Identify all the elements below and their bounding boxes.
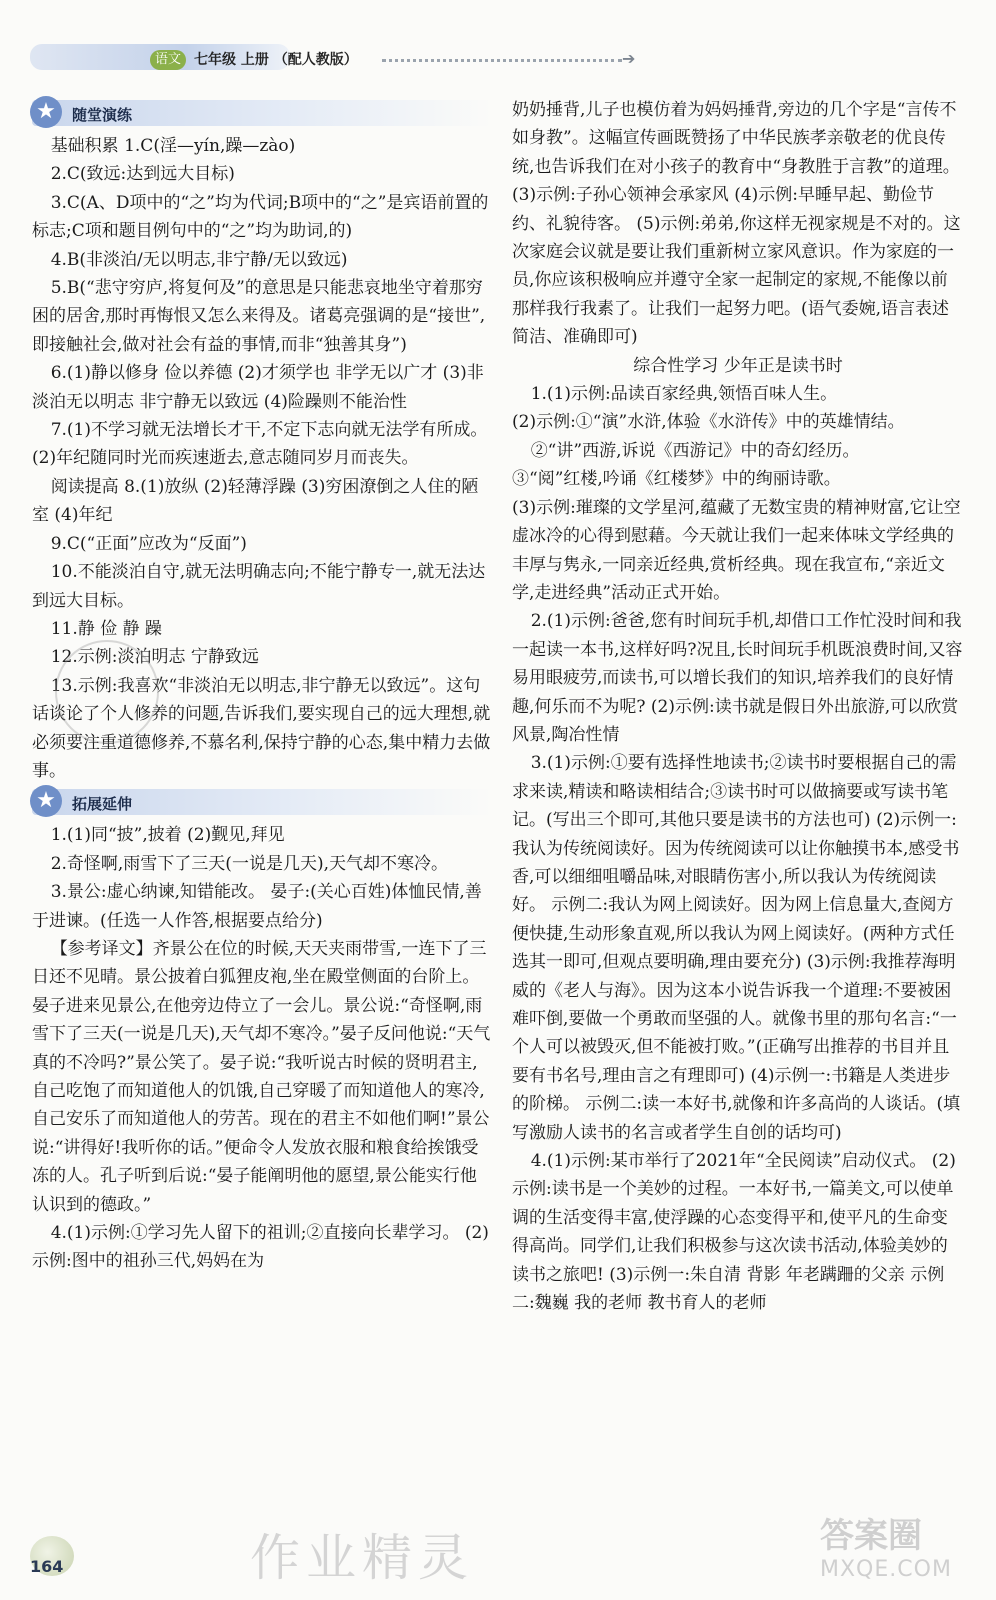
star-icon: ★ [30,96,62,128]
watermark-url: MXQE.COM [820,1557,952,1582]
answer-paragraph: 13.示例:我喜欢“非淡泊无以明志,非宁静无以致远”。这句话谈论了个人修养的问题,告诉我们,要实现自己的远大理想,就必须要注重道德修养,不慕名利,保持宁静的心态,集中精力去做事。 [32,675,491,781]
watermark-logo [820,1508,970,1592]
section-header-extension [32,789,492,815]
subject-badge: 语文 [150,50,186,70]
star-icon: ★ [30,785,62,817]
page-number-text: 164 [30,1557,64,1576]
answer-paragraph: 7.(1)不学习就无法增长才干,不定下志向就无法学有所成。 (2)年纪随同时光而疾速逝去,意志随同岁月而丧失。 [32,420,488,469]
header-dotted-line [382,59,622,62]
watermark-logo-text: 答案圈 [820,1516,922,1556]
right-column [512,96,964,1317]
answer-paragraph: 3.(1)示例:①要有选择性地读书;②读书时要根据自己的需求来读,精读和略读相结合;③读书时可以做摘要或写读书笔记。(写出三个即可,其他只要是读书的方法也可) (2)示例一:我认为传统阅读好。因为传统阅读可以让你触摸书本,感受书香,可以细细咀嚼品味,对眼睛伤害小,所以我认为传统阅读好。 示例二:我认为网上阅读好。因为网上信息量大,查阅方便快捷,生动形象直观,所以我认为网上阅读好。(两种方式任选其一即可,但观点要明确,理由要充分) (3)示例:我推荐海明威的《老人与海》。因为这本小说告诉我一个道理:不要被困难吓倒,要做一个勇敢而坚强的人。就像书里的那句名言:“一个人可以被毁灭,但不能被打败。”(正确写出推荐的书目并且要有书名号,理由言之有理即可) (4)示例一:书籍是人类进步的阶梯。 示例二:读一本好书,就像和许多高尚的人谈话。(填写激励人读书的名言或者学生自创的话均可) [512,753,961,1143]
answer-paragraph: 1.(1)示例:品读百家经典,领悟百味人生。 [530,384,838,405]
answer-paragraph: 3.景公:虚心纳谏,知错能改。 晏子:(关心百姓)体恤民情,善于进谏。(任选一人作答,根据要点给分) [32,882,482,931]
answer-paragraph: 2.奇怪啊,雨雪下了三天(一说是几天),天气却不寒冷。 [50,853,448,874]
section-heading: 综合性学习 少年正是读书时 [633,355,843,376]
answer-paragraph: 5.B(“悲守穷庐,将复何及”的意思是只能悲哀地坐守着那穷困的居舍,那时再悔恨又怎么来得及。诸葛亮强调的是“接世”,即接触社会,做对社会有益的事情,而非“独善其身”) [32,278,486,355]
page-number [30,1542,80,1576]
section-label: 随堂演练 [72,106,133,124]
answer-paragraph: 2.(1)示例:爸爸,您有时间玩手机,却借口工作忙没时间和我一起读一本书,这样好吗?况且,长时间玩手机既浪费时间,又容易用眼疲劳,而读书,可以增长我们的知识,培养我们的良好情趣,何乐而不为呢? (2)示例:读书就是假日外出旅游,可以欣赏风景,陶冶性情 [512,611,963,745]
answer-paragraph: 4.(1)示例:①学习先人留下的祖训;②直接向长辈学习。 (2)示例:图中的祖孙三代,妈妈在为 [32,1223,489,1272]
answer-paragraph: 阅读提高 8.(1)放纵 (2)轻薄浮躁 (3)穷困潦倒之人住的陋室 (4)年纪 [32,476,479,526]
answer-paragraph: 2.C(致远:达到远大目标) [50,164,235,185]
book-title: 七年级 上册 （配人教版） [194,52,358,68]
answer-paragraph: 1.(1)同“披”,披着 (2)觐见,拜见 [50,825,285,846]
answer-paragraph: (3)示例:璀璨的文学星河,蕴藏了无数宝贵的精神财富,它让空虚冰冷的心得到慰藉。今天就让我们一起来体味文学经典的丰厚与隽永,一同亲近经典,赏析经典。现在我宣布,“亲近文学,走进经典”活动正式开始。 [512,497,961,603]
answer-paragraph: 奶奶捶背,儿子也模仿着为妈妈捶背,旁边的几个字是“言传不如身教”。这幅宣传画既赞扬了中华民族孝亲敬老的优良传统,也告诉我们在对小孩子的教育中“身教胜于言教”的道理。 (3)示例:子孙心领神会承家风 (4)示例:早睡早起、勤俭节约、礼貌待客。 (5)示例:弟弟,你这样无视家规是不对的。这次家庭会议就是要让我们重新树立家风意识。作为家庭的一员,你应该积极响应并遵守全家一起制定的家规,不能像以前那样我行我素了。让我们一起努力吧。(语气委婉,语言表述简洁、准确即可) [512,100,961,348]
answer-paragraph: 6.(1)静以修身 俭以养德 (2)才须学也 非学无以广才 (3)非淡泊无以明志 非宁静无以致远 (4)险躁则不能治性 [32,363,484,412]
arrow-right-icon: ➔ [622,49,636,68]
answer-paragraph: 3.C(A、D项中的“之”均为代词;B项中的“之”是宾语前置的标志;C项和题目例句中的“之”均为助词,的) [32,192,489,242]
answer-paragraph: 基础积累 1.C(淫—yín,躁—zào) [50,136,296,156]
faint-stamp [55,640,159,744]
section-header-practice [32,100,492,126]
answer-paragraph: 12.示例:淡泊明志 宁静致远 [50,647,259,668]
answer-paragraph: 4.(1)示例:某市举行了2021年“全民阅读”启动仪式。 (2)示例:读书是一个美妙的过程。一本好书,一篇美文,可以使单调的生活变得丰富,使浮躁的心态变得平和,使平凡的生命变得高尚。同学们,让我们积极参与这次读书活动,体验美妙的读书之旅吧! (3)示例一:朱自清 背影 年老蹒跚的父亲 示例二:魏巍 我的老师 教书育人的老师 [512,1151,956,1314]
translation-paragraph: 【参考译文】齐景公在位的时候,天天夹雨带雪,一连下了三日还不见晴。景公披着白狐狸皮袍,坐在殿堂侧面的台阶上。晏子进来见景公,在他旁边侍立了一会儿。景公说:“奇怪啊,雨雪下了三天(一说是几天),天气却不寒冷。”晏子反问他说:“天气真的不冷吗?”景公笑了。晏子说:“我听说古时候的贤明君主,自己吃饱了而知道他人的饥饿,自己穿暖了而知道他人的寒冷,自己安乐了而知道他人的劳苦。现在的君主不如他们啊!”景公说:“讲得好!我听你的话。”便命令人发放衣服和粮食给挨饿受冻的人。孔子听到后说:“晏子能阐明他的愿望,景公能实行他认识到的德政。” [32,938,491,1215]
watermark-text: 作业精灵 [250,1529,474,1587]
answer-paragraph: (2)示例:①“演”水浒,体验《水浒传》中的英雄情结。 [512,412,905,433]
answer-paragraph: 10.不能淡泊自守,就无法明确志向;不能宁静专一,就无法达到远大目标。 [32,562,486,611]
answer-paragraph: 4.B(非淡泊/无以明志,非宁静/无以致远) [50,249,348,270]
answer-paragraph: ③“阅”红楼,吟诵《红楼梦》中的绚丽诗歌。 [512,469,841,490]
page-header [0,0,996,92]
section-label: 拓展延伸 [72,795,133,814]
answer-paragraph: ②“讲”西游,诉说《西游记》中的奇幻经历。 [530,440,860,461]
answer-paragraph: 9.C(“正面”应改为“反面”) [50,533,247,554]
answer-paragraph: 11.静 俭 静 躁 [50,618,162,639]
